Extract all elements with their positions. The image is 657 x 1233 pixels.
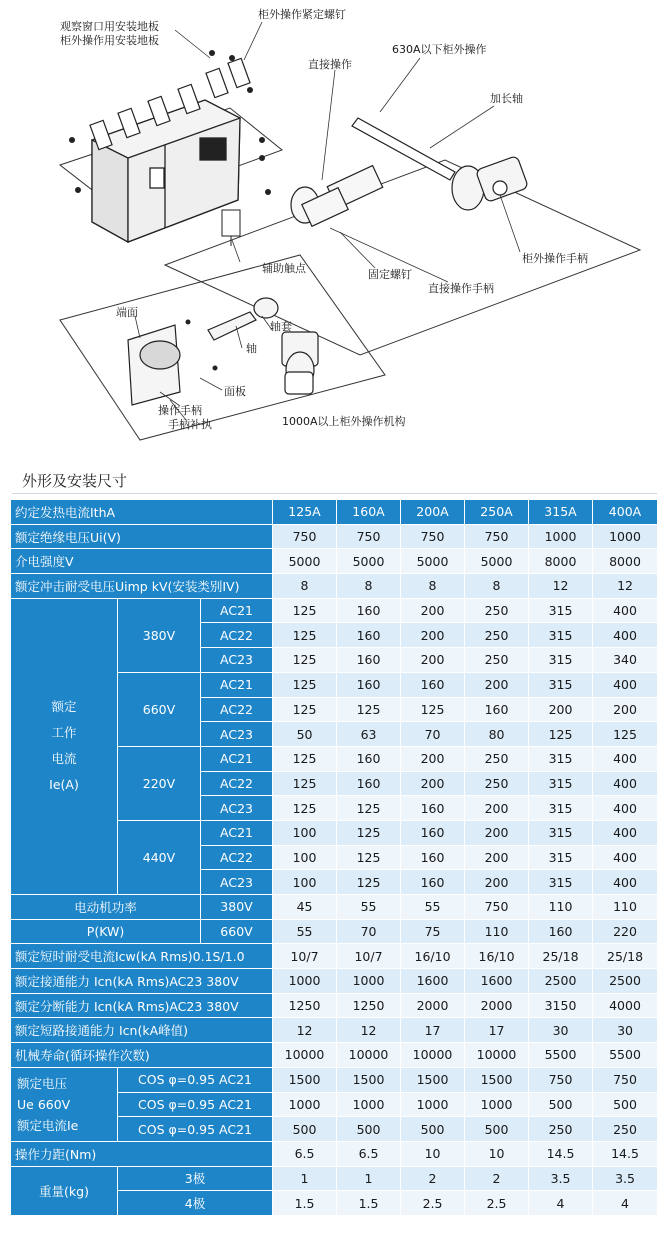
value-cell: 200	[529, 697, 593, 722]
value-cell: 315	[529, 648, 593, 673]
value-cell: 17	[401, 1018, 465, 1043]
value-cell: 160	[401, 796, 465, 821]
spec-table	[10, 499, 657, 1216]
label-observe-window: 观察窗口用安装地板	[60, 20, 159, 33]
value-cell: 6.5	[273, 1141, 337, 1166]
condition-cell: COS φ=0.95 AC21	[118, 1117, 273, 1142]
header-label: 约定发热电流IthA	[11, 500, 273, 525]
label-handle-pad: 手柄补执	[168, 418, 212, 431]
row-label: 额定接通能力 Icn(kA Rms)AC23 380V	[11, 969, 273, 994]
row-label: 额定短时耐受电流Icw(kA Rms)0.1S/1.0	[11, 944, 273, 969]
value-cell: 5000	[337, 549, 401, 574]
value-cell: 160	[337, 598, 401, 623]
category-cell: AC23	[201, 796, 273, 821]
value-cell: 2	[401, 1166, 465, 1191]
label-line: Ie(A)	[49, 777, 79, 793]
voltage-cell: 380V	[201, 895, 273, 920]
header-cell: 125A	[273, 500, 337, 525]
value-cell: 200	[401, 771, 465, 796]
value-cell: 2500	[529, 969, 593, 994]
section-title: 外形及安装尺寸	[22, 472, 128, 490]
value-cell: 2000	[465, 993, 529, 1018]
value-cell: 12	[273, 1018, 337, 1043]
value-cell: 14.5	[593, 1141, 657, 1166]
value-cell: 200	[465, 845, 529, 870]
value-cell: 63	[337, 722, 401, 747]
value-cell: 750	[529, 1067, 593, 1092]
value-cell: 250	[593, 1117, 657, 1142]
row-label: 操作力距(Nm)	[11, 1141, 273, 1166]
value-cell: 160	[401, 870, 465, 895]
category-cell: AC21	[201, 672, 273, 697]
label-extension-shaft: 加长轴	[490, 92, 523, 105]
value-cell: 45	[273, 895, 337, 920]
value-cell: 125	[337, 697, 401, 722]
value-cell: 1000	[593, 524, 657, 549]
value-cell: 1	[337, 1166, 401, 1191]
value-cell: 10000	[273, 1043, 337, 1068]
value-cell: 10000	[337, 1043, 401, 1068]
voltage-cell: 220V	[118, 746, 201, 820]
motor-label: 电动机功率	[11, 895, 201, 920]
label-fix-screw: 固定螺钉	[368, 268, 412, 281]
value-cell: 4	[593, 1191, 657, 1216]
label-line: 电流	[51, 751, 77, 767]
header-cell: 160A	[337, 500, 401, 525]
value-cell: 750	[465, 895, 529, 920]
value-cell: 750	[273, 524, 337, 549]
value-cell: 30	[593, 1018, 657, 1043]
label-ext-handle: 柜外操作手柄	[522, 252, 588, 265]
voltage-cell: 660V	[201, 919, 273, 944]
poles-cell: 3极	[118, 1166, 273, 1191]
value-cell: 400	[593, 796, 657, 821]
value-cell: 160	[401, 820, 465, 845]
lower-mounting-plate	[60, 255, 385, 440]
voltage-cell: 660V	[118, 672, 201, 746]
value-cell: 80	[465, 722, 529, 747]
value-cell: 160	[401, 672, 465, 697]
value-cell: 200	[401, 648, 465, 673]
value-cell: 1250	[337, 993, 401, 1018]
value-cell: 315	[529, 598, 593, 623]
value-cell: 110	[593, 895, 657, 920]
value-cell: 1000	[273, 1092, 337, 1117]
poles-cell: 4极	[118, 1191, 273, 1216]
label-line: 额定	[51, 699, 77, 715]
value-cell: 5500	[593, 1043, 657, 1068]
category-cell: AC23	[201, 648, 273, 673]
value-cell: 400	[593, 746, 657, 771]
current-label	[11, 598, 118, 894]
label-sleeve: 轴套	[270, 320, 292, 333]
value-cell: 125	[273, 796, 337, 821]
value-cell: 750	[593, 1067, 657, 1092]
label-external-plate: 柜外操作用安装地板	[60, 34, 159, 47]
value-cell: 3.5	[529, 1166, 593, 1191]
value-cell: 750	[465, 524, 529, 549]
value-cell: 125	[273, 598, 337, 623]
value-cell: 25/18	[593, 944, 657, 969]
value-cell: 200	[593, 697, 657, 722]
value-cell: 1000	[337, 1092, 401, 1117]
value-cell: 315	[529, 771, 593, 796]
row-label: 介电强度V	[11, 549, 273, 574]
direct-handle	[291, 166, 383, 227]
label-line: Ue 660V	[17, 1096, 71, 1112]
value-cell: 70	[401, 722, 465, 747]
label-op-handle: 操作手柄	[158, 404, 202, 417]
label-panel: 面板	[224, 385, 246, 398]
value-cell: 250	[465, 598, 529, 623]
value-cell: 200	[465, 870, 529, 895]
category-cell: AC23	[201, 870, 273, 895]
value-cell: 14.5	[529, 1141, 593, 1166]
voltage-cell: 380V	[118, 598, 201, 672]
value-cell: 1500	[337, 1067, 401, 1092]
value-cell: 1500	[465, 1067, 529, 1092]
value-cell: 400	[593, 845, 657, 870]
value-cell: 10/7	[337, 944, 401, 969]
row-label: 额定短路接通能力 Icn(kA峰值)	[11, 1018, 273, 1043]
value-cell: 8	[401, 574, 465, 599]
label-shaft: 轴	[246, 342, 257, 355]
value-cell: 16/10	[401, 944, 465, 969]
voltage-cell: 440V	[118, 820, 201, 894]
category-cell: AC23	[201, 722, 273, 747]
value-cell: 2.5	[465, 1191, 529, 1216]
value-cell: 8000	[593, 549, 657, 574]
category-cell: AC21	[201, 820, 273, 845]
value-cell: 1000	[337, 969, 401, 994]
header-cell: 400A	[593, 500, 657, 525]
label-end-face: 端面	[116, 306, 138, 319]
value-cell: 6.5	[337, 1141, 401, 1166]
table-row	[11, 919, 657, 944]
value-cell: 400	[593, 820, 657, 845]
value-cell: 25/18	[529, 944, 593, 969]
row-label: 额定分断能力 Icn(kA Rms)AC23 380V	[11, 993, 273, 1018]
value-cell: 2500	[593, 969, 657, 994]
installation-diagram	[0, 0, 657, 455]
table-row	[11, 574, 657, 599]
label-aux-contact: 辅助触点	[262, 262, 306, 275]
category-cell: AC22	[201, 845, 273, 870]
value-cell: 500	[273, 1117, 337, 1142]
value-cell: 340	[593, 648, 657, 673]
value-cell: 125	[401, 697, 465, 722]
value-cell: 2.5	[401, 1191, 465, 1216]
value-cell: 400	[593, 771, 657, 796]
value-cell: 75	[401, 919, 465, 944]
header-cell: 250A	[465, 500, 529, 525]
value-cell: 10/7	[273, 944, 337, 969]
external-handle	[452, 156, 528, 210]
label-direct-handle: 直接操作手柄	[428, 282, 494, 295]
value-cell: 315	[529, 672, 593, 697]
value-cell: 8	[273, 574, 337, 599]
value-cell: 160	[337, 648, 401, 673]
value-cell: 315	[529, 870, 593, 895]
value-cell: 125	[337, 820, 401, 845]
value-cell: 125	[273, 697, 337, 722]
table-row	[11, 1043, 657, 1068]
ue-label	[11, 1067, 118, 1141]
value-cell: 160	[465, 697, 529, 722]
value-cell: 55	[401, 895, 465, 920]
value-cell: 110	[465, 919, 529, 944]
value-cell: 160	[337, 672, 401, 697]
value-cell: 125	[273, 771, 337, 796]
category-cell: AC22	[201, 697, 273, 722]
auxiliary-contact	[222, 210, 240, 246]
value-cell: 12	[529, 574, 593, 599]
title-divider	[12, 493, 657, 494]
value-cell: 500	[529, 1092, 593, 1117]
value-cell: 125	[273, 746, 337, 771]
value-cell: 1000	[273, 969, 337, 994]
value-cell: 125	[593, 722, 657, 747]
value-cell: 315	[529, 796, 593, 821]
value-cell: 100	[273, 845, 337, 870]
label-ext-630: 630A以下柜外操作	[392, 43, 487, 56]
table-row	[11, 1018, 657, 1043]
value-cell: 1.5	[273, 1191, 337, 1216]
table-row	[11, 524, 657, 549]
value-cell: 8000	[529, 549, 593, 574]
value-cell: 110	[529, 895, 593, 920]
value-cell: 400	[593, 672, 657, 697]
value-cell: 125	[273, 648, 337, 673]
label-direct-op: 直接操作	[308, 58, 352, 71]
value-cell: 5000	[273, 549, 337, 574]
value-cell: 17	[465, 1018, 529, 1043]
header-cell: 315A	[529, 500, 593, 525]
value-cell: 125	[273, 672, 337, 697]
label-fix-screw-top: 柜外操作紧定螺钉	[258, 8, 346, 21]
category-cell: AC21	[201, 746, 273, 771]
weight-label: 重量(kg)	[11, 1166, 118, 1215]
value-cell: 160	[337, 746, 401, 771]
value-cell: 160	[401, 845, 465, 870]
value-cell: 160	[337, 771, 401, 796]
value-cell: 750	[337, 524, 401, 549]
value-cell: 5000	[465, 549, 529, 574]
value-cell: 315	[529, 746, 593, 771]
value-cell: 3150	[529, 993, 593, 1018]
value-cell: 4	[529, 1191, 593, 1216]
value-cell: 125	[337, 870, 401, 895]
value-cell: 4000	[593, 993, 657, 1018]
value-cell: 315	[529, 845, 593, 870]
value-cell: 5500	[529, 1043, 593, 1068]
table-row	[11, 1166, 657, 1191]
row-label: 额定绝缘电压Ui(V)	[11, 524, 273, 549]
category-cell: AC22	[201, 623, 273, 648]
value-cell: 250	[529, 1117, 593, 1142]
value-cell: 400	[593, 870, 657, 895]
value-cell: 125	[529, 722, 593, 747]
value-cell: 12	[593, 574, 657, 599]
condition-cell: COS φ=0.95 AC21	[118, 1067, 273, 1092]
table-row	[11, 993, 657, 1018]
value-cell: 125	[337, 845, 401, 870]
value-cell: 10000	[401, 1043, 465, 1068]
table-row	[11, 969, 657, 994]
value-cell: 125	[337, 796, 401, 821]
label-ext-1000: 1000A以上柜外操作机构	[282, 415, 406, 428]
row-label: 额定冲击耐受电压Uimp kV(安装类别IV)	[11, 574, 273, 599]
value-cell: 8	[465, 574, 529, 599]
label-line: 额定电压	[17, 1075, 68, 1091]
category-cell: AC22	[201, 771, 273, 796]
value-cell: 10	[465, 1141, 529, 1166]
value-cell: 250	[465, 623, 529, 648]
value-cell: 220	[593, 919, 657, 944]
value-cell: 1000	[465, 1092, 529, 1117]
label-line: 工作	[51, 725, 77, 741]
value-cell: 500	[337, 1117, 401, 1142]
value-cell: 8	[337, 574, 401, 599]
value-cell: 400	[593, 623, 657, 648]
value-cell: 200	[465, 672, 529, 697]
value-cell: 1500	[273, 1067, 337, 1092]
motor-label: P(KW)	[11, 919, 201, 944]
label-line: 额定电流Ie	[17, 1117, 79, 1133]
value-cell: 1.5	[337, 1191, 401, 1216]
value-cell: 500	[465, 1117, 529, 1142]
table-row	[11, 895, 657, 920]
row-label: 机械寿命(循环操作次数)	[11, 1043, 273, 1068]
value-cell: 315	[529, 623, 593, 648]
value-cell: 70	[337, 919, 401, 944]
value-cell: 12	[337, 1018, 401, 1043]
value-cell: 750	[401, 524, 465, 549]
table-row	[11, 500, 657, 525]
value-cell: 250	[465, 746, 529, 771]
table-row	[11, 598, 657, 623]
value-cell: 200	[465, 820, 529, 845]
table-row	[11, 944, 657, 969]
value-cell: 100	[273, 870, 337, 895]
value-cell: 160	[337, 623, 401, 648]
condition-cell: COS φ=0.95 AC21	[118, 1092, 273, 1117]
value-cell: 10	[401, 1141, 465, 1166]
value-cell: 500	[401, 1117, 465, 1142]
value-cell: 5000	[401, 549, 465, 574]
value-cell: 1000	[529, 524, 593, 549]
table-row	[11, 1067, 657, 1092]
value-cell: 1600	[465, 969, 529, 994]
value-cell: 200	[401, 598, 465, 623]
value-cell: 100	[273, 820, 337, 845]
value-cell: 400	[593, 598, 657, 623]
value-cell: 1	[273, 1166, 337, 1191]
value-cell: 1000	[401, 1092, 465, 1117]
spec-table-body	[11, 500, 657, 1216]
lower-mechanism	[128, 298, 318, 405]
value-cell: 315	[529, 820, 593, 845]
value-cell: 200	[401, 746, 465, 771]
value-cell: 1600	[401, 969, 465, 994]
value-cell: 2000	[401, 993, 465, 1018]
value-cell: 250	[465, 648, 529, 673]
value-cell: 30	[529, 1018, 593, 1043]
leader-lines	[135, 22, 520, 420]
value-cell: 250	[465, 771, 529, 796]
value-cell: 200	[401, 623, 465, 648]
value-cell: 55	[337, 895, 401, 920]
value-cell: 10000	[465, 1043, 529, 1068]
value-cell: 2	[465, 1166, 529, 1191]
value-cell: 50	[273, 722, 337, 747]
table-row	[11, 1141, 657, 1166]
value-cell: 55	[273, 919, 337, 944]
value-cell: 160	[529, 919, 593, 944]
value-cell: 16/10	[465, 944, 529, 969]
value-cell: 200	[465, 796, 529, 821]
header-cell: 200A	[401, 500, 465, 525]
value-cell: 3.5	[593, 1166, 657, 1191]
value-cell: 1500	[401, 1067, 465, 1092]
value-cell: 500	[593, 1092, 657, 1117]
value-cell: 125	[273, 623, 337, 648]
table-row	[11, 549, 657, 574]
category-cell: AC21	[201, 598, 273, 623]
value-cell: 1250	[273, 993, 337, 1018]
